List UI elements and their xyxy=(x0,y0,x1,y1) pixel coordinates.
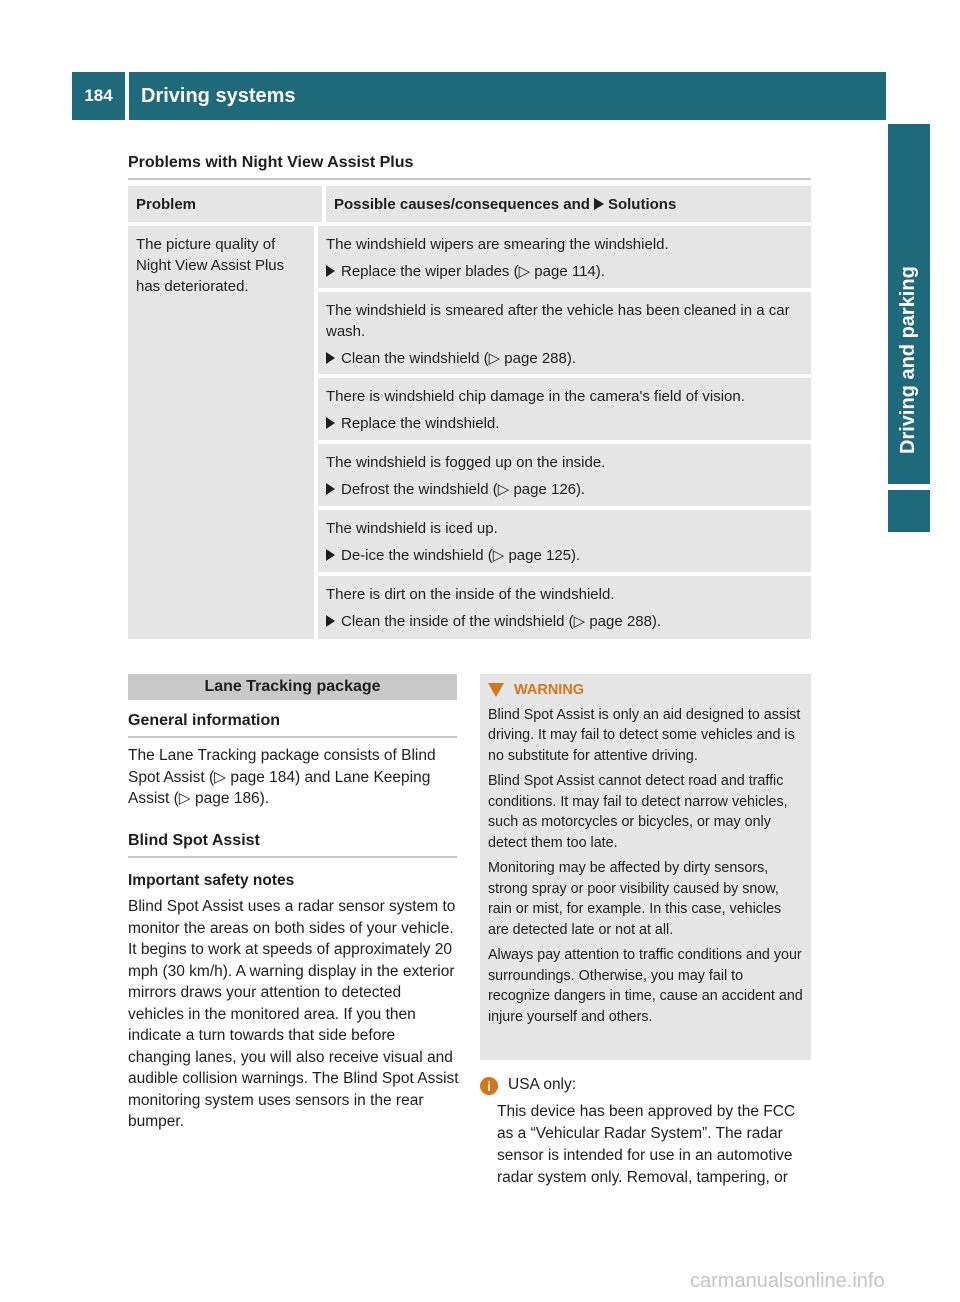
solution xyxy=(326,479,803,500)
table-row xyxy=(318,576,811,639)
warning-icon xyxy=(488,683,504,697)
info-text: This device has been approved by the FCC as a “Vehicular Radar System”. The radar sensor is intended for use in an automotive radar system only. Removal, tampering, or xyxy=(497,1103,796,1186)
side-tab-marker xyxy=(888,490,930,532)
warning-paragraph: Blind Spot Assist cannot detect road and traffic conditions. It may fail to detect narrow vehicles, such as motorcycles or bicycles, or may only detect them too late. xyxy=(488,773,788,851)
column-header-causes xyxy=(322,186,811,222)
safety-notes-text: Blind Spot Assist uses a radar sensor system to monitor the areas on both sides of your vehicle. It begins to work at speeds of approximately 20 mph (30 km/h). A warning display in the exterior mirrors draws your attention to detected vehicles in the monitored area. If you then indicate a turn towards that side before changing lanes, you will also receive visual and audible collision warnings. The Blind Spot Assist monitoring system uses sensors in the rear bumper. xyxy=(128,898,459,1130)
action-arrow-icon xyxy=(326,483,335,495)
info-icon: i xyxy=(480,1077,498,1095)
solution-text: Clean the inside of the windshield (▷ page 288). xyxy=(341,613,662,630)
watermark: carmanualsonline.info xyxy=(690,1270,885,1292)
problem-cell: The picture quality of Night View Assist Plus has deteriorated. xyxy=(128,226,314,639)
table-header xyxy=(128,186,811,222)
action-arrow-icon xyxy=(326,265,335,277)
action-arrow-icon xyxy=(326,615,335,627)
solution xyxy=(326,545,803,566)
lane-tracking-title: Lane Tracking package xyxy=(128,674,457,700)
general-info-heading: General information xyxy=(128,712,457,738)
solution xyxy=(326,261,803,282)
table-row xyxy=(318,226,811,288)
warning-title-text: WARNING xyxy=(514,682,585,698)
action-arrow-icon xyxy=(326,417,335,429)
solution-text: De-ice the windshield (▷ page 125). xyxy=(341,547,581,564)
column-header-solutions-text: Solutions xyxy=(607,195,677,213)
page-number: 184 xyxy=(72,72,125,120)
blind-spot-heading: Blind Spot Assist xyxy=(128,832,457,858)
safety-notes-heading: Important safety notes xyxy=(128,872,295,889)
general-info-text: The Lane Tracking package consists of Blind Spot Assist (▷ page 184) and Lane Keeping Assist (▷ page 186). xyxy=(128,747,436,807)
solution xyxy=(326,413,803,434)
column-header-causes-text: Possible causes/consequences and xyxy=(334,195,590,213)
table-row xyxy=(318,444,811,506)
table-row xyxy=(318,292,811,374)
warning-paragraph: Blind Spot Assist is only an aid designed to assist driving. It may fail to detect some vehicles and is no substitute for attentive driving. xyxy=(488,706,801,764)
solution-text: Clean the windshield (▷ page 288). xyxy=(341,350,577,367)
warning-paragraph: Monitoring may be affected by dirty sensors, strong spray or poor visibility caused by snow, rain or mist, for example. In this case, vehicles are detected late or not at all. xyxy=(488,860,782,938)
info-heading: USA only: xyxy=(508,1076,577,1093)
column-header-problem: Problem xyxy=(136,195,197,213)
action-arrow-icon xyxy=(326,549,335,561)
action-arrow-icon xyxy=(326,352,335,364)
side-tab xyxy=(888,124,930,484)
solution xyxy=(326,611,803,632)
side-tab-label: Driving and parking xyxy=(897,266,919,454)
causes-column xyxy=(318,226,811,639)
section-title: Problems with Night View Assist Plus xyxy=(128,154,811,180)
cause-text: The windshield is smeared after the vehicle has been cleaned in a car wash. xyxy=(326,302,790,340)
table-body xyxy=(128,226,811,639)
warning-title xyxy=(488,680,803,701)
cause-text: There is windshield chip damage in the camera's field of vision. xyxy=(326,388,745,405)
table-row xyxy=(318,378,811,440)
solution-text: Defrost the windshield (▷ page 126). xyxy=(341,481,586,498)
cause-text: The windshield is fogged up on the inside. xyxy=(326,454,606,471)
solution-text: Replace the windshield. xyxy=(341,415,500,432)
solution xyxy=(326,348,803,369)
page-header-title: Driving systems xyxy=(129,72,886,120)
arrow-right-icon xyxy=(594,198,604,210)
cause-text: The windshield wipers are smearing the windshield. xyxy=(326,236,669,253)
warning-paragraph: Always pay attention to traffic conditions and your surroundings. Otherwise, you may fail to recognize dangers in time, cause an accident and injure yourself and others. xyxy=(488,947,803,1025)
cause-text: The windshield is iced up. xyxy=(326,520,498,537)
cause-text: There is dirt on the inside of the windshield. xyxy=(326,586,615,603)
warning-box xyxy=(480,674,811,1060)
table-row xyxy=(318,510,811,572)
solution-text: Replace the wiper blades (▷ page 114). xyxy=(341,263,605,280)
problems-table xyxy=(128,186,811,639)
